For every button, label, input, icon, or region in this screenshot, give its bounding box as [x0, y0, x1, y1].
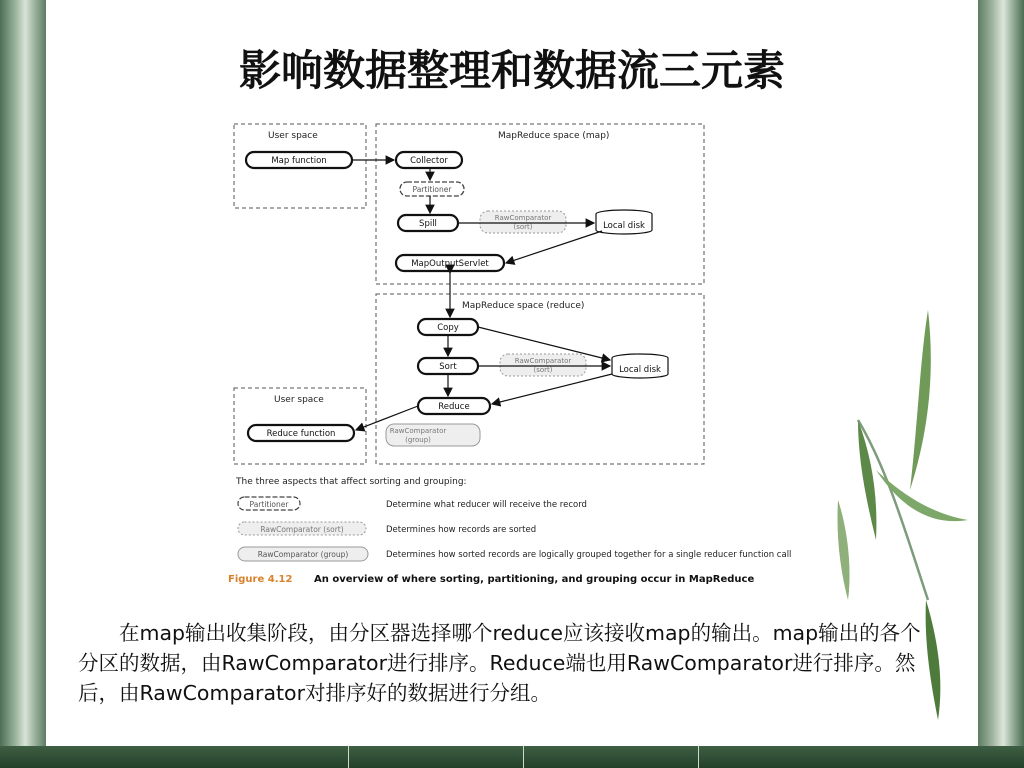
- arrow-disk-to-reduce: [492, 374, 612, 404]
- sort-node: [418, 358, 478, 374]
- figure-caption-label: Figure 4.12: [228, 574, 293, 585]
- svg-text:Sort: Sort: [439, 362, 457, 372]
- reduce-space-label: MapReduce space (reduce): [462, 301, 585, 311]
- map-function-node: [246, 152, 352, 168]
- user-space-top-label: User space: [268, 131, 318, 141]
- raw-comparator-sort-map-node: [480, 211, 566, 233]
- copy-node: [418, 319, 478, 335]
- legend-heading: The three aspects that affect sorting and grouping:: [236, 477, 467, 487]
- svg-text:(sort): (sort): [533, 366, 553, 374]
- slide-panel: [46, 0, 978, 746]
- partitioner-node: [400, 182, 464, 196]
- spill-node: [398, 215, 458, 231]
- svg-text:Partitioner: Partitioner: [249, 500, 289, 509]
- reduce-node: [418, 398, 490, 414]
- collector-node: [396, 152, 462, 168]
- svg-text:MapOutputServlet: MapOutputServlet: [411, 259, 489, 269]
- svg-text:Reduce function: Reduce function: [266, 429, 336, 439]
- slide-title: 影响数据整理和数据流三元素: [238, 46, 785, 95]
- svg-text:Determines how sorted records: Determines how sorted records are logically grouped together for a single reducer function call: [386, 550, 792, 560]
- left-bamboo-border: [0, 0, 46, 768]
- bottom-border: [0, 746, 1024, 768]
- svg-text:Copy: Copy: [437, 323, 459, 333]
- map-output-servlet-node: [396, 255, 504, 271]
- svg-text:RawComparator (sort): RawComparator (sort): [260, 525, 344, 534]
- svg-text:Spill: Spill: [419, 219, 437, 229]
- svg-text:RawComparator: RawComparator: [494, 214, 552, 222]
- raw-comparator-group-node: [386, 424, 480, 446]
- user-space-bottom-label: User space: [274, 395, 324, 405]
- svg-text:Local disk: Local disk: [603, 221, 645, 231]
- explanation-paragraph: 在map输出收集阶段，由分区器选择哪个reduce应该接收map的输出。map输出的各个分区的数据，由RawComparator进行排序。Reduce端也用RawComparator进行排序。然后，由RawComparator对排序好的数据进行分组。: [78, 621, 921, 705]
- legend-raw-comparator-sort: [238, 522, 536, 535]
- svg-text:RawComparator: RawComparator: [389, 427, 447, 435]
- svg-text:Collector: Collector: [410, 156, 448, 166]
- raw-comparator-sort-reduce-node: [500, 354, 586, 376]
- reduce-function-node: [248, 425, 354, 441]
- legend-raw-comparator-group: [238, 547, 791, 561]
- right-bamboo-border: [978, 0, 1024, 768]
- svg-text:RawComparator: RawComparator: [514, 357, 572, 365]
- svg-text:Determine what reducer will re: Determine what reducer will receive the record: [386, 500, 587, 510]
- legend-partitioner: [238, 497, 587, 510]
- svg-text:RawComparator (group): RawComparator (group): [257, 550, 349, 559]
- map-space-label: MapReduce space (map): [498, 131, 610, 141]
- arrow-disk-to-servlet: [506, 231, 602, 263]
- mapreduce-diagram: [228, 112, 880, 594]
- svg-text:Reduce: Reduce: [438, 402, 470, 412]
- svg-text:Map function: Map function: [271, 156, 327, 166]
- local-disk-reduce-node: [612, 354, 668, 378]
- svg-text:Local disk: Local disk: [619, 365, 661, 375]
- svg-text:Determines how records are sor: Determines how records are sorted: [386, 525, 537, 535]
- figure-caption-text: An overview of where sorting, partitioning, and grouping occur in MapReduce: [314, 574, 755, 585]
- svg-text:Partitioner: Partitioner: [412, 185, 452, 194]
- svg-text:(sort): (sort): [513, 223, 533, 231]
- svg-text:(group): (group): [405, 436, 431, 444]
- local-disk-map-node: [596, 210, 652, 234]
